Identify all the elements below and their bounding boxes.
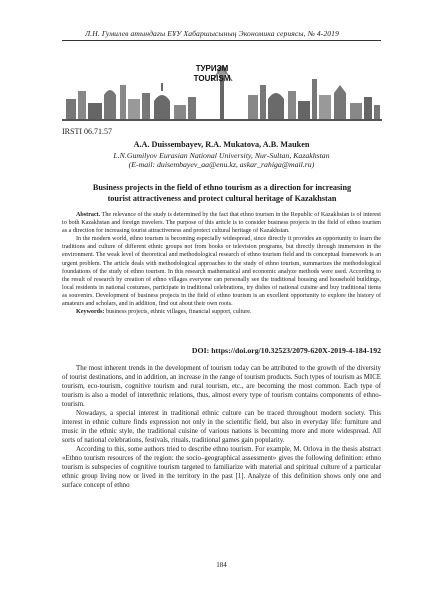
body-paragraph-1: The most inherent trends in the development of tourism today can be attributed to the growth of the diversity of tourist destinations, and in addition, an increase in the range of tourism products. Such types of tourism as MICE tourism, eco-tourism, cognitive tourism and rural tourism, etc., are becoming the most common. Each type of tourism is also a model of interethnic relations, thus, almost every type of tourism contains components of ethno-tourism. bbox=[62, 365, 381, 408]
section-title bbox=[150, 64, 274, 84]
doi-link[interactable]: DOI: https://doi.org/10.32523/2079-620X-2019-4-184-192 bbox=[191, 346, 381, 355]
section-title-kz: ТУРИЗМ bbox=[195, 64, 229, 73]
keywords-label: Keywords: bbox=[76, 309, 105, 316]
keywords-paragraph bbox=[62, 308, 381, 316]
authors: A.A. Duissembayev, R.A. Mukatova, A.B. Mauken bbox=[133, 140, 310, 149]
body-text bbox=[62, 364, 381, 490]
author-emails: (E-mail: duisembayev_aa@enu.kz, askar_rahiga@mail.ru) bbox=[128, 160, 315, 169]
keywords-text: business projects, ethnic villages, financial support, culture. bbox=[104, 309, 252, 316]
irsti-code: IRSTI 06.71.57 bbox=[62, 127, 112, 136]
running-header: Л.Н. Гумилев атындағы ЕҰУ Хабаршысының Экономика сериясы, № 4-2019 bbox=[85, 29, 339, 38]
body-paragraph-3: According to this, some authors tried to describe ethno tourism. For example, M. Orlova in the thesis abstract «Ethno tourism resources of the region: the socio–geographical assessment» gives the following definition: ethno tourism is subspecies of cognitive tourism targeted to familiarize with material and spiritual culture of a particular ethnic group living now or lived in the territory in the past [1]. Analyze of this definition shows only one and surface concept of ethno bbox=[62, 446, 381, 489]
page-number: 184 bbox=[216, 561, 227, 569]
abstract-text-1: The relevance of the study is determined by the fact that ethno tourism in the Republic of Kazakhstan is of interest to both Kazakhstan and foreign travelers. The purpose of this article is to consider business projects in the field of ethno tourism as a direction for increasing tourist attractiveness and protect cultural heritage of Kazakhstan. bbox=[62, 212, 381, 235]
abstract-label: Abstract. bbox=[76, 212, 101, 218]
article-title: Business projects in the field of ethno tourism as a direction for increasing tourist attractiveness and protect cultural heritage of Kazakhstan bbox=[92, 183, 352, 203]
affiliation: L.N.Gumilyov Eurasian National University, Nur-Sultan, Kazakhstan bbox=[113, 151, 330, 160]
abstract bbox=[62, 211, 381, 316]
body-paragraph-2: Nowadays, a special interest in traditional ethnic culture can be traced throughout modern society. This interest in ethnic culture finds expression not only in the scientific field, but also in everyday life: furniture and music in the ethnic style, the traditional cuisine of various nations is becoming more and more widespread. All sorts of national celebrations, festivals, rituals, traditional games gain popularity. bbox=[62, 410, 381, 444]
header-rule bbox=[62, 40, 381, 41]
abstract-text-2: In the modern world, ethno tourism is becoming especially widespread, since directly it provides an opportunity to learn the traditions and culture of different ethnic groups not from books or television programs, but directly through immersion in the environment. The weak level of theoretical and methodological research of ethno tourism field and its conceptual framework is an urgent problem. The article deals with methodological approaches to the study of ethno tourism, summarizes the methodological foundations of the study of ethno tourism. In this research mathematical and economic analyze methods were used. According to the result of research by creation of ethno villages everyone can personally see the traditional housing and household buildings, local residents in national costumes, participate in traditional celebrations, try dishes of national cuisine and buy traditional items as souvenirs. Development of business projects in the field of ethno tourism is an excellent opportunity to explore the history of amateurs and scholars, and in addition, find out about their own roots. bbox=[62, 236, 381, 308]
section-title-en: TOURISM bbox=[193, 74, 231, 83]
abstract-paragraph bbox=[62, 211, 381, 235]
